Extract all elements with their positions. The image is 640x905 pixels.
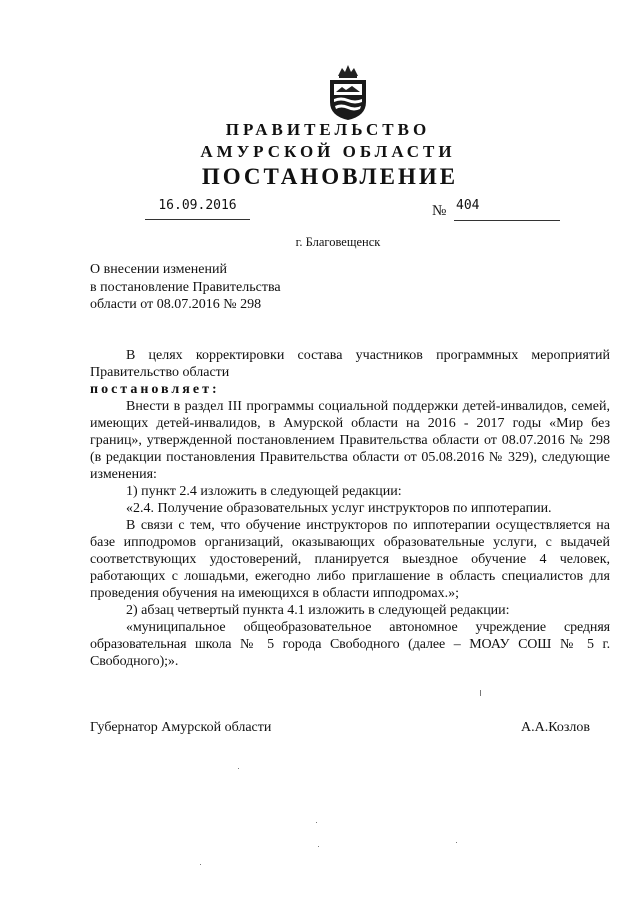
signatory-position: Губернатор Амурской области <box>90 720 272 735</box>
body-paragraph: «2.4. Получение образовательных услуг инструкторов по иппотерапии. <box>126 501 552 516</box>
subject-line: в постановление Правительства <box>90 279 281 295</box>
body-paragraph: В целях корректировки состава участников программных мероприятий Правительство области <box>90 348 610 380</box>
date-underline <box>145 219 250 220</box>
org-name-line1: ПРАВИТЕЛЬСТВО <box>225 120 431 139</box>
number-sign: № <box>432 203 447 219</box>
number-underline <box>454 220 560 221</box>
document-number: 404 <box>456 198 480 213</box>
subject-line: области от 08.07.2016 № 298 <box>90 297 262 312</box>
decree-word: постановляет: <box>90 382 220 397</box>
body-paragraph: В связи с тем, что обучение инструкторов по иппотерапии осуществляется на базе ипподромов организаций, оказывающих образовательные услуги, с выдачей соответствующих удостоверений, планируется выездное обучение 4 человек, работающих с лошадьми, ежегодно либо приглашение в область специалистов для проведения обучения на имеющихся в области ипподромах.»; <box>90 518 610 601</box>
city: г. Благовещенск <box>295 235 381 249</box>
org-name-line2: АМУРСКОЙ ОБЛАСТИ <box>200 142 456 161</box>
coat-of-arms-icon <box>326 62 370 122</box>
subject-line: О внесении изменений <box>90 262 227 277</box>
signatory-name: А.А.Козлов <box>521 720 590 735</box>
document-type: ПОСТАНОВЛЕНИЕ <box>201 164 459 189</box>
body-paragraph: Внести в раздел III программы социальной поддержки детей-инвалидов, семей, имеющих детей-инвалидов, в Амурской области на 2016 - 2017 годы «Мир без границ», утвержденной постановлением Правительства области от 08.07.2016 № 298 (в редакции постановления Правительства области от 05.08.2016 № 329), следующие изменения: <box>90 399 610 482</box>
body-paragraph: «муниципальное общеобразовательное автономное учреждение средняя образовательная школа № 5 города Свободного (далее – МОАУ СОШ № 5 г. Свободного);». <box>90 620 610 669</box>
document-date: 16.09.2016 <box>158 198 237 213</box>
body-paragraph: 1) пункт 2.4 изложить в следующей редакции: <box>126 484 402 499</box>
document-body <box>90 347 610 670</box>
document-subject <box>90 261 350 314</box>
body-paragraph: 2) абзац четвертый пункта 4.1 изложить в следующей редакции: <box>126 603 510 618</box>
